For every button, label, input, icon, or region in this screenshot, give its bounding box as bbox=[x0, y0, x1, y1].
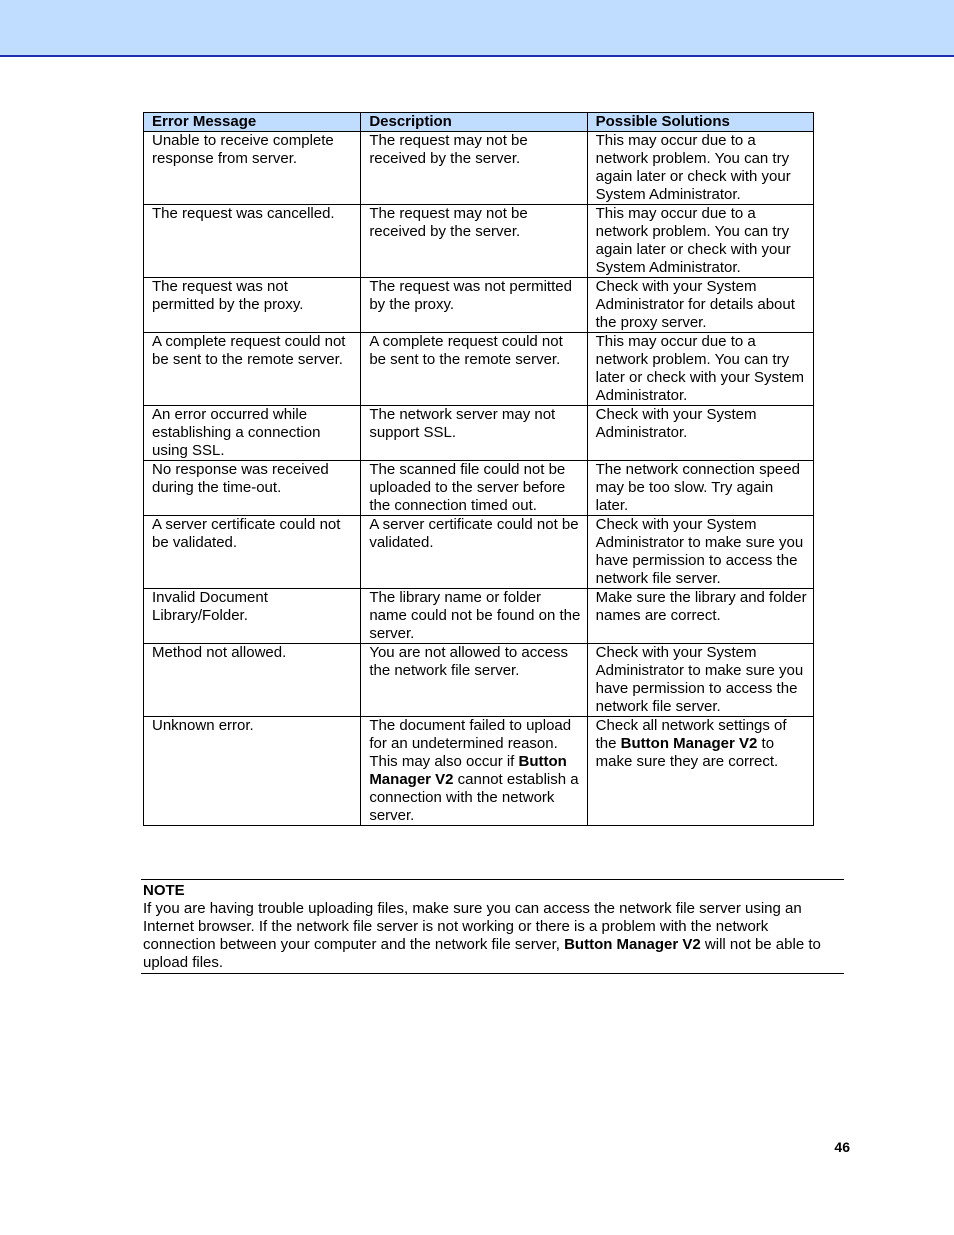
solution-cell: This may occur due to a network problem. You can try later or check with your System Administrator. bbox=[587, 333, 813, 406]
note-title: NOTE bbox=[143, 882, 185, 899]
description-cell: The request may not be received by the server. bbox=[361, 132, 587, 205]
table-row bbox=[144, 644, 814, 717]
description-cell: You are not allowed to access the network file server. bbox=[361, 644, 587, 717]
solution-cell bbox=[587, 717, 813, 826]
page-header-band bbox=[0, 0, 954, 57]
error-cell: Unknown error. bbox=[144, 717, 361, 826]
solution-cell: Check with your System Administrator to make sure you have permission to access the network file server. bbox=[587, 516, 813, 589]
page-number: 46 bbox=[834, 1139, 850, 1155]
header-error-message: Error Message bbox=[144, 113, 361, 132]
description-cell: A complete request could not be sent to the remote server. bbox=[361, 333, 587, 406]
description-cell: A server certificate could not be validated. bbox=[361, 516, 587, 589]
solution-cell: Check with your System Administrator to make sure you have permission to access the network file server. bbox=[587, 644, 813, 717]
solution-cell: Make sure the library and folder names are correct. bbox=[587, 589, 813, 644]
error-cell: The request was cancelled. bbox=[144, 205, 361, 278]
header-description: Description bbox=[361, 113, 587, 132]
note-body bbox=[143, 900, 844, 972]
error-cell: A server certificate could not be validated. bbox=[144, 516, 361, 589]
description-cell: The request may not be received by the server. bbox=[361, 205, 587, 278]
error-table bbox=[143, 112, 814, 826]
solution-cell: The network connection speed may be too slow. Try again later. bbox=[587, 461, 813, 516]
error-cell: The request was not permitted by the proxy. bbox=[144, 278, 361, 333]
error-cell: No response was received during the time-out. bbox=[144, 461, 361, 516]
table-row bbox=[144, 589, 814, 644]
note-text: will not be able to upload files. bbox=[143, 936, 821, 971]
description-cell bbox=[361, 717, 587, 826]
table-row bbox=[144, 461, 814, 516]
note-box bbox=[141, 879, 844, 974]
description-text: cannot establish a connection with the network server. bbox=[369, 771, 579, 824]
description-cell: The network server may not support SSL. bbox=[361, 406, 587, 461]
solution-cell: Check with your System Administrator for details about the proxy server. bbox=[587, 278, 813, 333]
note-text: If you are having trouble uploading files, make sure you can access the network file server using an Internet browser. If the network file server is not working or there is a problem with the network connection between your computer and the network file server, bbox=[143, 900, 802, 953]
error-cell: Method not allowed. bbox=[144, 644, 361, 717]
description-cell: The request was not permitted by the proxy. bbox=[361, 278, 587, 333]
product-name: Button Manager V2 bbox=[620, 735, 758, 752]
table-row bbox=[144, 516, 814, 589]
table-row bbox=[144, 717, 814, 826]
header-possible-solutions: Possible Solutions bbox=[587, 113, 813, 132]
table-row bbox=[144, 132, 814, 205]
error-cell: An error occurred while establishing a connection using SSL. bbox=[144, 406, 361, 461]
table-row bbox=[144, 205, 814, 278]
error-cell: Unable to receive complete response from server. bbox=[144, 132, 361, 205]
product-name: Button Manager V2 bbox=[564, 936, 701, 953]
error-cell: A complete request could not be sent to the remote server. bbox=[144, 333, 361, 406]
error-cell: Invalid Document Library/Folder. bbox=[144, 589, 361, 644]
description-cell: The library name or folder name could not be found on the server. bbox=[361, 589, 587, 644]
table-row bbox=[144, 406, 814, 461]
product-name: Button Manager V2 bbox=[369, 753, 567, 788]
table-header-row bbox=[144, 113, 814, 132]
table-row bbox=[144, 278, 814, 333]
solution-text: Check all network settings of the bbox=[595, 717, 787, 752]
solution-cell: Check with your System Administrator. bbox=[587, 406, 813, 461]
solution-cell: This may occur due to a network problem. You can try again later or check with your System Administrator. bbox=[587, 205, 813, 278]
solution-cell: This may occur due to a network problem. You can try again later or check with your System Administrator. bbox=[587, 132, 813, 205]
table-row bbox=[144, 333, 814, 406]
description-text: The document failed to upload for an undetermined reason. This may also occur if bbox=[369, 717, 572, 770]
description-cell: The scanned file could not be uploaded to the server before the connection timed out. bbox=[361, 461, 587, 516]
solution-text: to make sure they are correct. bbox=[595, 735, 779, 770]
